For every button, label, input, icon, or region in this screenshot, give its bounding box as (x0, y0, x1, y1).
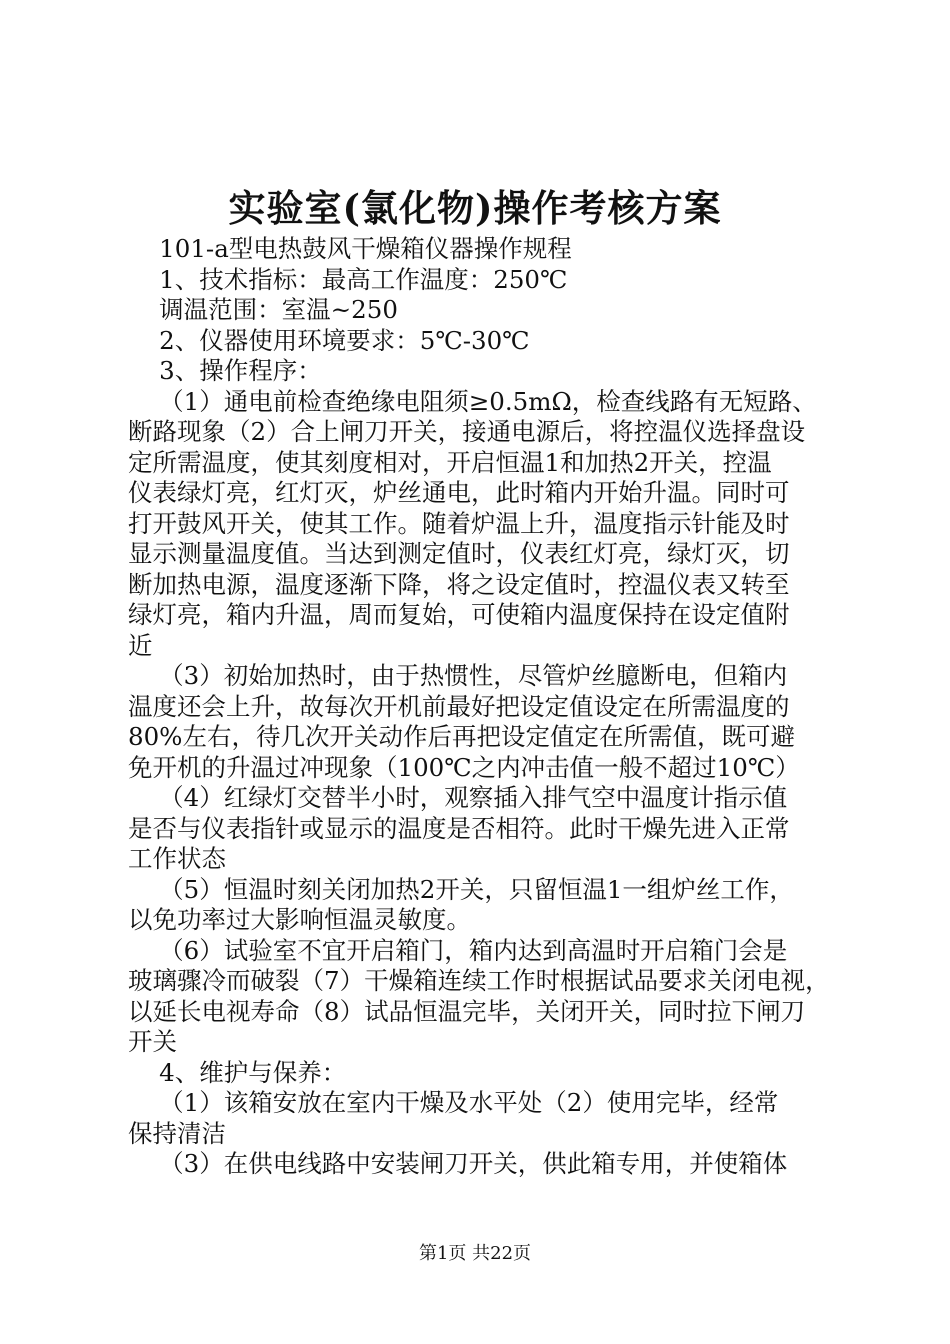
body-line: （3）在供电线路中安装闸刀开关，供此箱专用，并使箱体 (128, 1149, 788, 1178)
body-line: （1）通电前检查绝缘电阻须≥0.5mΩ，检查线路有无短路、 (128, 386, 817, 416)
body-line: 开关 (128, 1027, 177, 1056)
body-line: 断加热电源，温度逐渐下降，将之设定值时，控温仪表又转至 (128, 569, 790, 599)
body-line: （5）恒温时刻关闭加热2开关，只留恒温1一组炉丝工作， (128, 874, 794, 904)
body-line: 保持清洁 (128, 1118, 226, 1148)
body-line: 以延长电视寿命（8）试品恒温完毕，关闭开关，同时拉下闸刀 (128, 996, 806, 1026)
document-title: 实验室(氯化物)操作考核方案 (228, 186, 722, 230)
body-line: （4）红绿灯交替半小时，观察插入排气空中温度计指示值 (128, 783, 788, 812)
body-line: （3）初始加热时，由于热惯性，尽管炉丝臆断电，但箱内 (128, 661, 788, 690)
body-line: 是否与仪表指针或显示的温度是否相符。此时干燥先进入正常 (128, 813, 790, 843)
body-line: 101-a型电热鼓风干燥箱仪器操作规程 (128, 234, 572, 263)
body-line: 80%左右，待几次开关动作后再把设定值定在所需值，既可避 (128, 722, 795, 751)
body-line: （6）试验室不宜开启箱门，箱内达到高温时开启箱门会是 (128, 935, 788, 965)
body-line: （1）该箱安放在室内干燥及水平处（2）使用完毕，经常 (128, 1088, 779, 1117)
body-line: 近 (128, 630, 153, 660)
body-line: 1、技术指标：最高工作温度：250℃ (128, 264, 568, 294)
body-line: 4、维护与保养： (128, 1057, 347, 1087)
body-line: 3、操作程序： (128, 356, 322, 385)
body-line: 显示测量温度值。当达到测定值时，仪表红灯亮，绿灯灭，切 (128, 539, 790, 568)
body-line: 仪表绿灯亮，红灯灭，炉丝通电，此时箱内开始升温。同时可 (128, 478, 790, 507)
page-footer: 第1页 共22页 (418, 1243, 532, 1264)
body-line: 调温范围：室温~250 (128, 295, 398, 324)
body-line: 定所需温度，使其刻度相对，开启恒温1和加热2开关，控温 (128, 447, 772, 477)
body-line: 2、仪器使用环境要求：5℃-30℃ (128, 325, 530, 355)
body-line: 绿灯亮，箱内升温，周而复始，可使箱内温度保持在设定值附 (128, 600, 790, 629)
body-line: 温度还会上升，故每次开机前最好把设定值设定在所需温度的 (128, 691, 790, 721)
document-body (128, 234, 833, 1180)
body-line: 玻璃骤冷而破裂（7）干燥箱连续工作时根据试品要求关闭电视， (128, 966, 830, 995)
body-line: 以免功率过大影响恒温灵敏度。 (128, 905, 471, 934)
body-line: 免开机的升温过冲现象（100℃之内冲击值一般不超过10℃） (128, 752, 800, 782)
body-line: 断路现象（2）合上闸刀开关，接通电源后，将控温仪选择盘设 (128, 417, 806, 446)
body-line: 打开鼓风开关，使其工作。随着炉温上升，温度指示针能及时 (128, 508, 790, 538)
body-line: 工作状态 (128, 844, 226, 873)
